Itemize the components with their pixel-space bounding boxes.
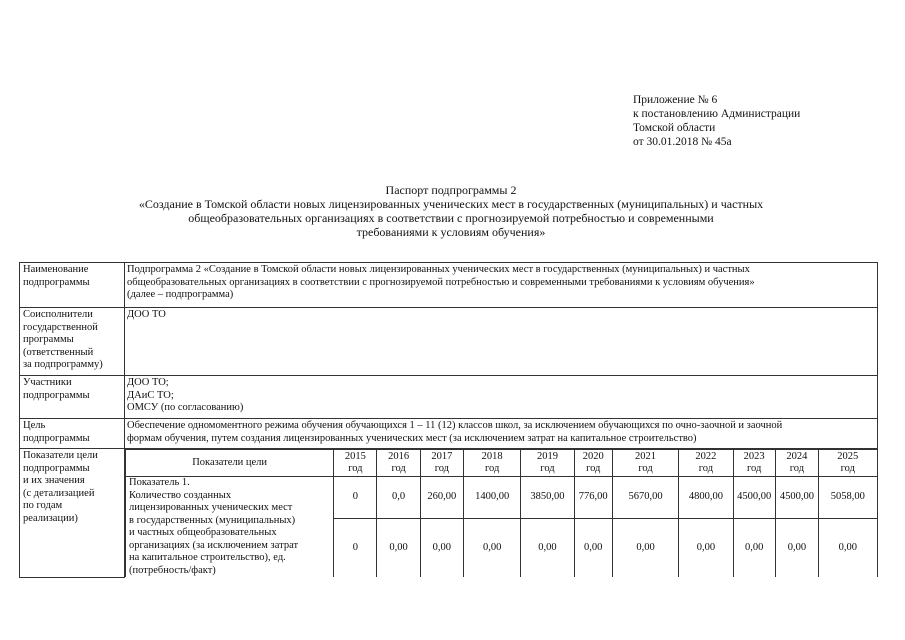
need-value: 776,00: [574, 477, 612, 519]
row-value: ДОО ТО; ДАиС ТО; ОМСУ (по согласованию): [125, 376, 878, 419]
indicator-need-row: [126, 477, 878, 519]
indicators-header: Показатели цели: [126, 450, 334, 477]
fact-value: 0,00: [521, 519, 574, 577]
fact-value: 0,00: [819, 519, 877, 577]
year-header: 2023 год: [733, 450, 775, 477]
fact-value: 0,00: [612, 519, 678, 577]
appendix-line: к постановлению Администрации: [633, 108, 801, 120]
fact-value: 0,00: [377, 519, 420, 577]
row-name: [20, 263, 878, 308]
need-value: 4500,00: [733, 477, 775, 519]
year-header: 2016 год: [377, 450, 420, 477]
title-line: общеобразовательных организациях в соответствии с прогнозируемой потребностью и современными: [188, 211, 714, 225]
row-label: Соисполнители государственной программы (ответственный за подпрограмму): [20, 308, 125, 376]
need-value: 0: [334, 477, 377, 519]
year-header: 2019 год: [521, 450, 574, 477]
row-participants: [20, 376, 878, 419]
year-header: 2021 год: [612, 450, 678, 477]
row-label: Показатели цели подпрограммы и их значения (с детализацией по годам реализации): [20, 449, 125, 578]
appendix-line: Приложение № 6: [633, 94, 718, 106]
row-goal: [20, 419, 878, 449]
row-coexecutors: [20, 308, 878, 376]
row-label: Цель подпрограммы: [20, 419, 125, 449]
fact-value: 0,00: [463, 519, 520, 577]
row-label: Участники подпрограммы: [20, 376, 125, 419]
row-value: ДОО ТО: [125, 308, 878, 376]
need-value: 1400,00: [463, 477, 520, 519]
year-header: 2015 год: [334, 450, 377, 477]
year-header: 2024 год: [775, 450, 818, 477]
fact-value: 0,00: [420, 519, 463, 577]
year-header: 2018 год: [463, 450, 520, 477]
indicators-cell: [125, 449, 878, 578]
fact-value: 0,00: [679, 519, 733, 577]
indicators-table: [125, 449, 878, 577]
fact-value: 0,00: [775, 519, 818, 577]
row-label: Наименование подпрограммы: [20, 263, 125, 308]
row-indicators: [20, 449, 878, 578]
title-line: Паспорт подпрограммы 2: [385, 183, 517, 197]
need-value: 4800,00: [679, 477, 733, 519]
need-value: 5058,00: [819, 477, 877, 519]
year-header: 2025 год: [819, 450, 877, 477]
year-header: 2020 год: [574, 450, 612, 477]
document-title: [40, 183, 862, 239]
appendix-line: Томской области: [633, 122, 716, 134]
fact-value: 0: [334, 519, 377, 577]
indicator-description: Показатель 1. Количество созданных лицензированных ученических мест в государственных (муниципальных) и частных общеобразовательных организациях (за исключением затрат на капитальное строительство), ед. (потребность/факт): [126, 477, 334, 578]
appendix-line: от 30.01.2018 № 45а: [633, 136, 732, 148]
row-value: Подпрограмма 2 «Создание в Томской области новых лицензированных ученических мест в государственных (муниципальных) и частных общеобразовательных организациях в соответствии с прогнозируемой потребностью и современными требованиями к условиям обучения» (далее – подпрограмма): [125, 263, 878, 308]
passport-table: [19, 262, 878, 578]
indicators-header-row: [126, 450, 878, 477]
row-value: Обеспечение одномоментного режима обучения обучающихся 1 – 11 (12) классов школ, за исключением обучающихся по очно-заочной и заочной формам обучения, путем создания лицензированных ученических мест (за исключением затрат на капитальное строительство): [125, 419, 878, 449]
need-value: 4500,00: [775, 477, 818, 519]
fact-value: 0,00: [733, 519, 775, 577]
fact-value: 0,00: [574, 519, 612, 577]
title-line: требованиями к условиям обучения»: [356, 225, 546, 239]
year-header: 2017 год: [420, 450, 463, 477]
need-value: 260,00: [420, 477, 463, 519]
need-value: 5670,00: [612, 477, 678, 519]
appendix-header: [633, 93, 800, 149]
year-header: 2022 год: [679, 450, 733, 477]
title-line: «Создание в Томской области новых лицензированных ученических мест в государственных (муниципальных) и частных: [138, 197, 764, 211]
need-value: 0,0: [377, 477, 420, 519]
need-value: 3850,00: [521, 477, 574, 519]
